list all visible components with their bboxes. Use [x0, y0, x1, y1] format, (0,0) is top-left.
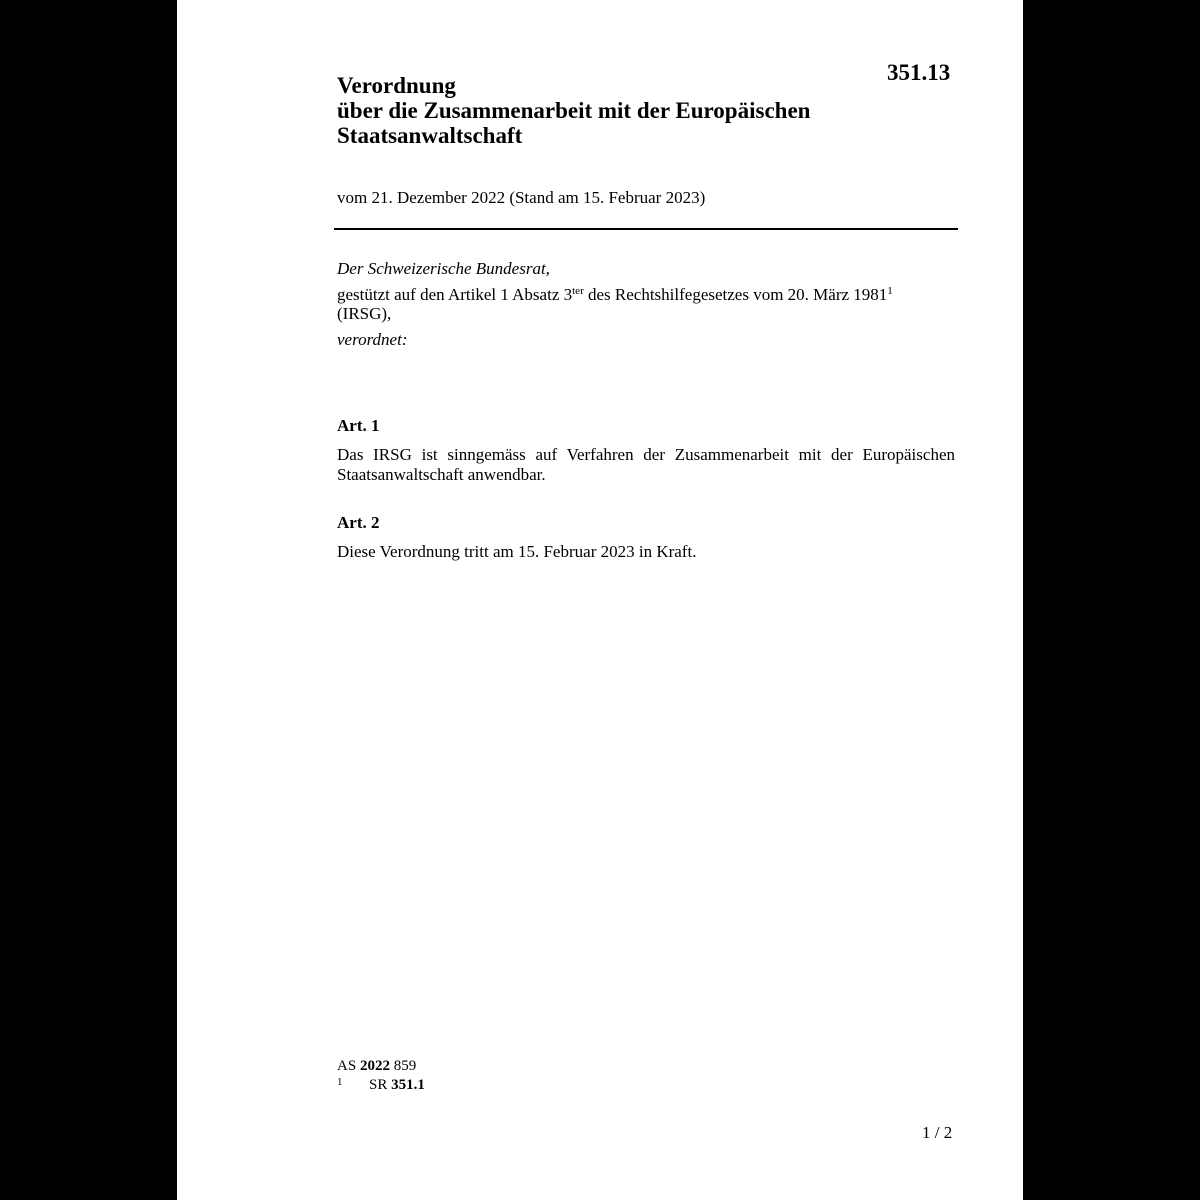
preamble-basis: gestützt auf den Artikel 1 Absatz $3^{ter}$ des Rechtshilfegesetzes vom 20. März 1981$^1$ (IRSG),	[337, 285, 893, 323]
preamble-verb: verordnet:	[337, 330, 408, 349]
sr-link[interactable]: 351.1	[391, 1077, 425, 1093]
article-text: Das IRSG ist sinngemäss auf Verfahren der Zusammenarbeit mit der Europäischen Staatsanwaltschaft anwendbar.	[337, 445, 955, 484]
title-line: über die Zusammenarbeit mit der Europäischen	[337, 98, 811, 123]
document-page	[177, 0, 1023, 1200]
title-line: Staatsanwaltschaft	[337, 123, 523, 148]
article-heading: Art. 1	[337, 416, 380, 435]
footnotes	[337, 1057, 425, 1095]
article-2	[337, 513, 955, 562]
as-reference: AS 2022 859	[337, 1058, 417, 1074]
article-1	[337, 416, 955, 485]
article-text: Diese Verordnung tritt am 15. Februar 2023 in Kraft.	[337, 542, 697, 561]
document-title	[337, 73, 810, 148]
footnote-ref-1[interactable]: 1	[887, 285, 893, 297]
preamble-authority: Der Schweizerische Bundesrat,	[337, 259, 550, 278]
date-line: vom 21. Dezember 2022 (Stand am 15. Februar 2023)	[337, 188, 706, 207]
page-number: 1 / 2	[922, 1123, 953, 1142]
title-divider	[334, 228, 958, 230]
article-heading: Art. 2	[337, 513, 380, 532]
superscript-ter: ter	[572, 285, 584, 297]
title-line: Verordnung	[337, 73, 456, 98]
footnote-mark: 1	[337, 1076, 343, 1088]
preamble	[337, 259, 957, 349]
sr-number: 351.13	[887, 60, 951, 85]
footnote-1: 1 SR 351.1	[337, 1076, 425, 1095]
